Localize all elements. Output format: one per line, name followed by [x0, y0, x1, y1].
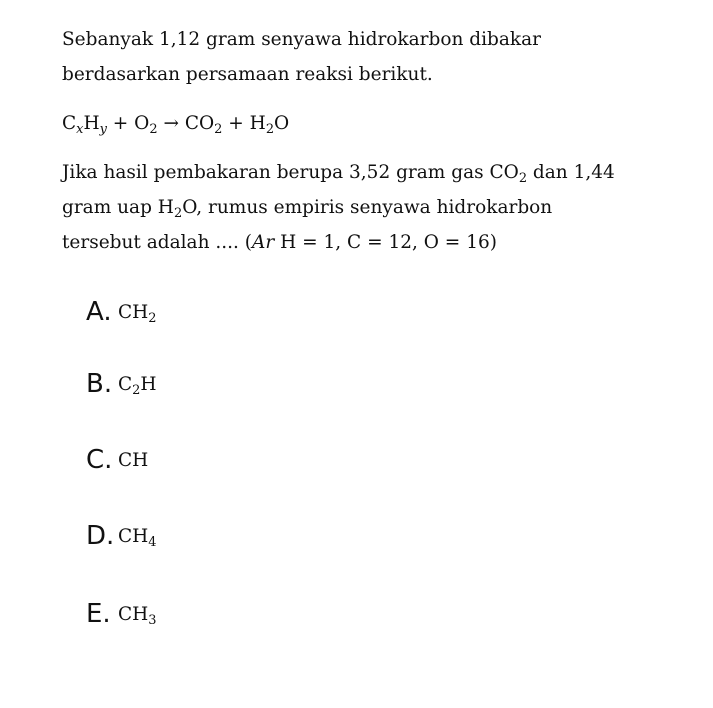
- question-text: [62, 22, 662, 260]
- option-d[interactable]: [86, 516, 157, 556]
- option-letter: D.: [86, 521, 115, 551]
- question-line-5: tersebut adalah .... (Ar H = 1, C = 12, O = 16): [62, 232, 497, 253]
- option-c[interactable]: [86, 440, 148, 480]
- option-a[interactable]: [86, 292, 157, 332]
- option-letter: B.: [86, 369, 113, 399]
- option-letter: C.: [86, 445, 113, 475]
- option-e[interactable]: [86, 594, 157, 634]
- reaction-equation: $C_xH_y + O_2 \to CO_2 + H_2O$: [62, 113, 290, 137]
- question-line-1: Sebanyak 1,12 gram senyawa hidrokarbon dibakar: [62, 29, 542, 50]
- option-formula: $CH_2$: [118, 301, 157, 326]
- option-b[interactable]: [86, 364, 157, 404]
- option-formula: $C_2H$: [118, 373, 157, 398]
- option-letter: E.: [86, 599, 111, 629]
- question-line-2: berdasarkan persamaan reaksi berikut.: [62, 64, 433, 85]
- option-formula: CH: [118, 449, 149, 471]
- option-formula: $CH_4$: [118, 525, 157, 550]
- option-letter: A.: [86, 297, 112, 327]
- option-formula: $CH_3$: [118, 603, 157, 628]
- question-line-4: gram uap $H_2O$, rumus empiris senyawa hidrokarbon: [62, 197, 553, 221]
- question-line-3: Jika hasil pembakaran berupa 3,52 gram gas $CO_2$ dan 1,44: [62, 162, 615, 186]
